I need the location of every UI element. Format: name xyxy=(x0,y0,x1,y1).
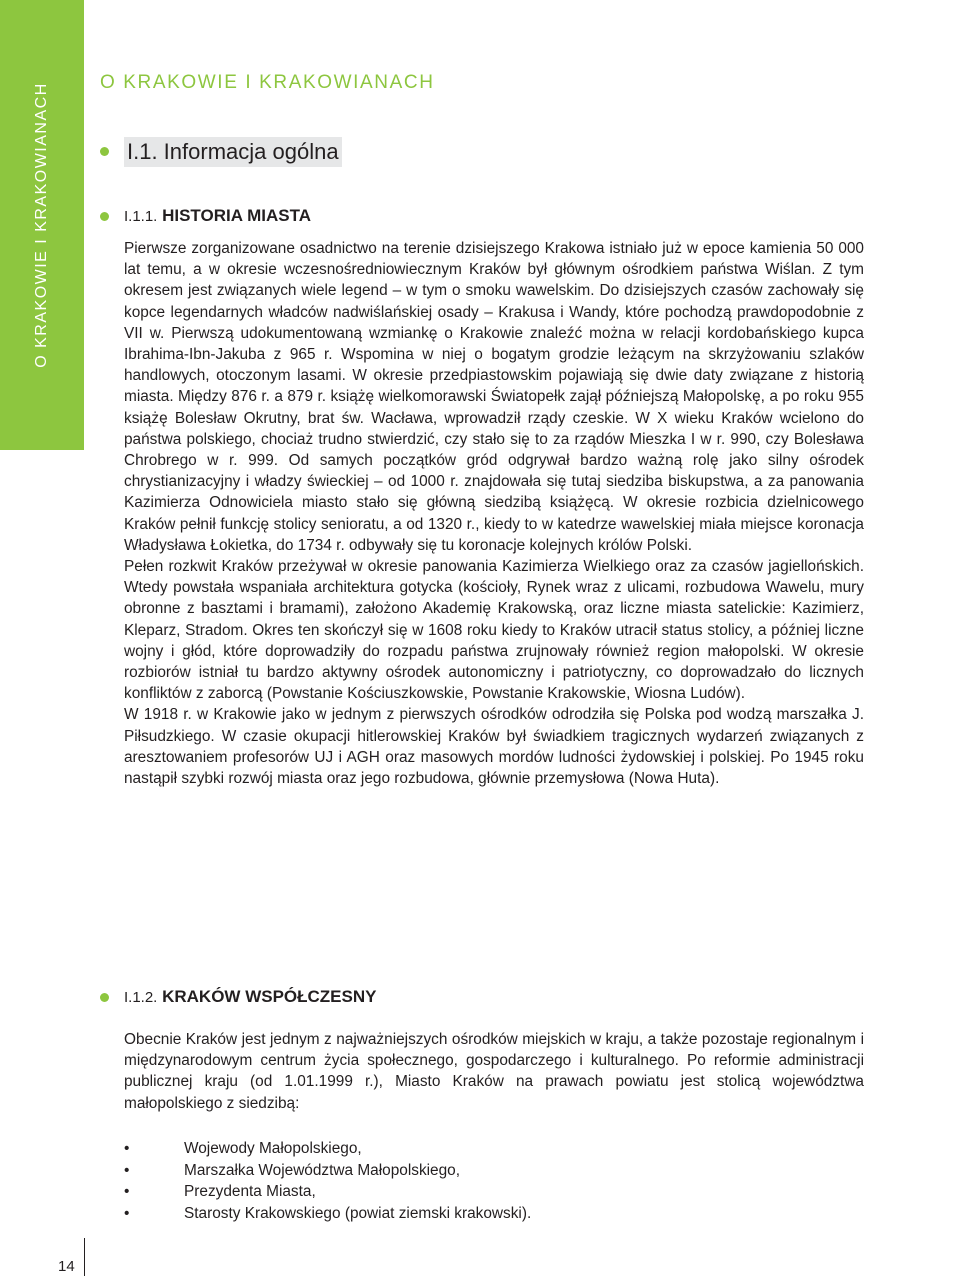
section-bullet-icon xyxy=(100,147,109,156)
subsection-title: HISTORIA MIASTA xyxy=(162,206,312,225)
subsection-bullet-icon xyxy=(100,993,109,1002)
side-tab-label: O KRAKOWIE I KRAKOWIANACH xyxy=(33,82,50,368)
chapter-title: O KRAKOWIE I KRAKOWIANACH xyxy=(100,72,435,93)
seat-list xyxy=(124,1138,531,1225)
paragraph: Pierwsze zorganizowane osadnictwo na terenie dzisiejszego Krakowa istniało już w epoce kamienia 50 000 lat temu, a w okresie wczesnośredniowiecznym Kraków był głównym ośrodkiem państwa Wiślan. Z tym okresem jest związanych wiele legend – w tym o smoku wawelskim. Do dzisiejszych czasów zachowały się kopce legendarnych władców nadwiślańskiej osady – Krakusa i Wandy, które pochodzą prawdopodobnie z VII w. Pierwszą udokumentowaną wzmiankę o Krakowie znaleźć można w relacji kordobańskiego kupca Ibrahima-Ibn-Jakuba z 965 r. Wspomina w niej o bogatym grodzie leżącym na skrzyżowaniu szlaków handlowych, otoczonym lasami. W okresie przedpiastowskim pojawiają się dwie daty związane z historią miasta. Między 876 r. a 879 r. książę wielkomorawski Światopełk zajął późniejszą Małopolskę, a po roku 955 książę Bolesław Okrutny, brat św. Wacława, wprowadził rządy czeskie. W X wieku Kraków wcielono do państwa polskiego, chociaż trudno stwierdzić, czy stało się to za rządów Mieszka I w r. 990, czy Bolesława Chrobrego w r. 999. Od samych początków gród odgrywał bardzo ważną rolę jako silny ośrodek chrystianizacyjny i władzy świeckiej – od 1000 r. znajdowała się tutaj siedziba biskupstwa, a za panowania Kazimierza Odnowiciela miasto stało się główną siedzibą książęcą. W okresie rozbicia dzielnicowego Kraków pełnił funkcję stolicy senioratu, a od 1320 r., kiedy to w katedrze wawelskiej miała miejsce koronacja Władysława Łokietka, do 1734 r. odbywały się tu koronacje kolejnych królów Polski. xyxy=(124,240,864,554)
bullet-icon: • xyxy=(124,1205,130,1223)
list-item-text: Marszałka Województwa Małopolskiego, xyxy=(184,1161,461,1179)
history-text xyxy=(124,238,864,789)
subsection-number: I.1.2. xyxy=(124,989,158,1006)
list-item xyxy=(124,1181,531,1203)
list-item xyxy=(124,1203,531,1225)
subsection-title: KRAKÓW WSPÓŁCZESNY xyxy=(162,987,377,1006)
bullet-icon: • xyxy=(124,1161,130,1179)
paragraph: W 1918 r. w Krakowie jako w jednym z pierwszych ośrodków odrodziła się Polska pod wodzą marszałka J. Piłsudzkiego. W czasie okupacji hitlerowskiej Kraków był świadkiem tragicznych wydarzeń związanych z aresztowaniem profesorów UJ i AGH oraz masowych mordów ludności żydowskiej i polskiej. Po 1945 roku nastąpił szybki rozwój miasta oraz jego rozbudowa, głównie przemysłowa (Nowa Huta). xyxy=(124,706,864,788)
page-number: 14 xyxy=(58,1258,75,1275)
modern-krakow-text xyxy=(124,1029,864,1114)
list-item xyxy=(124,1160,531,1182)
side-tab xyxy=(0,0,84,450)
bullet-icon: • xyxy=(124,1140,130,1157)
bullet-icon: • xyxy=(124,1183,130,1201)
list-item xyxy=(124,1138,531,1160)
subsection-bullet-icon xyxy=(100,212,109,221)
list-item-text: Prezydenta Miasta, xyxy=(184,1183,316,1201)
section-heading: I.1. Informacja ogólna xyxy=(124,137,342,167)
list-item-text: Wojewody Małopolskiego, xyxy=(184,1140,362,1157)
paragraph: Pełen rozkwit Kraków przeżywał w okresie panowania Kazimierza Wielkiego oraz za czasów jagiellońskich. Wtedy powstała wspaniała architektura gotycka (kościoły, Rynek wraz z ulicami, rozbudowa Wawelu, mury obronne z basztami i bramami), założono Akademię Krakowską, oraz liczne miasta satelickie: Kazimierz, Kleparz, Stradom. Okres ten skończył się w 1608 roku kiedy to Kraków utracił status stolicy, a później liczne wojny i głód, które doprowadziły do rozpadu państwa zrujnowały również region małopolski. W okresie rozbiorów istniał tu bardzo aktywny ośrodek autonomiczny i patriotyczny, co doprowadzało do licznych konfliktów z zaborcą (Powstanie Kościuszkowskie, Powstanie Krakowskie, Wiosna Ludów). xyxy=(124,558,864,703)
subsection-number: I.1.1. xyxy=(124,208,158,225)
page-divider xyxy=(84,1238,85,1276)
subsection-heading xyxy=(124,206,311,226)
paragraph: Obecnie Kraków jest jednym z najważniejszych ośrodków miejskich w kraju, a także pozostaje regionalnym i międzynarodowym centrum życia społecznego, gospodarczego i kulturalnego. Po reformie administracji publicznej kraju (od 1.01.1999 r.), Miasto Kraków na prawach powiatu jest stolicą województwa małopolskiego z siedzibą: xyxy=(124,1031,864,1112)
list-item-text: Starosty Krakowskiego (powiat ziemski krakowski). xyxy=(184,1205,532,1223)
subsection-heading xyxy=(124,987,376,1007)
